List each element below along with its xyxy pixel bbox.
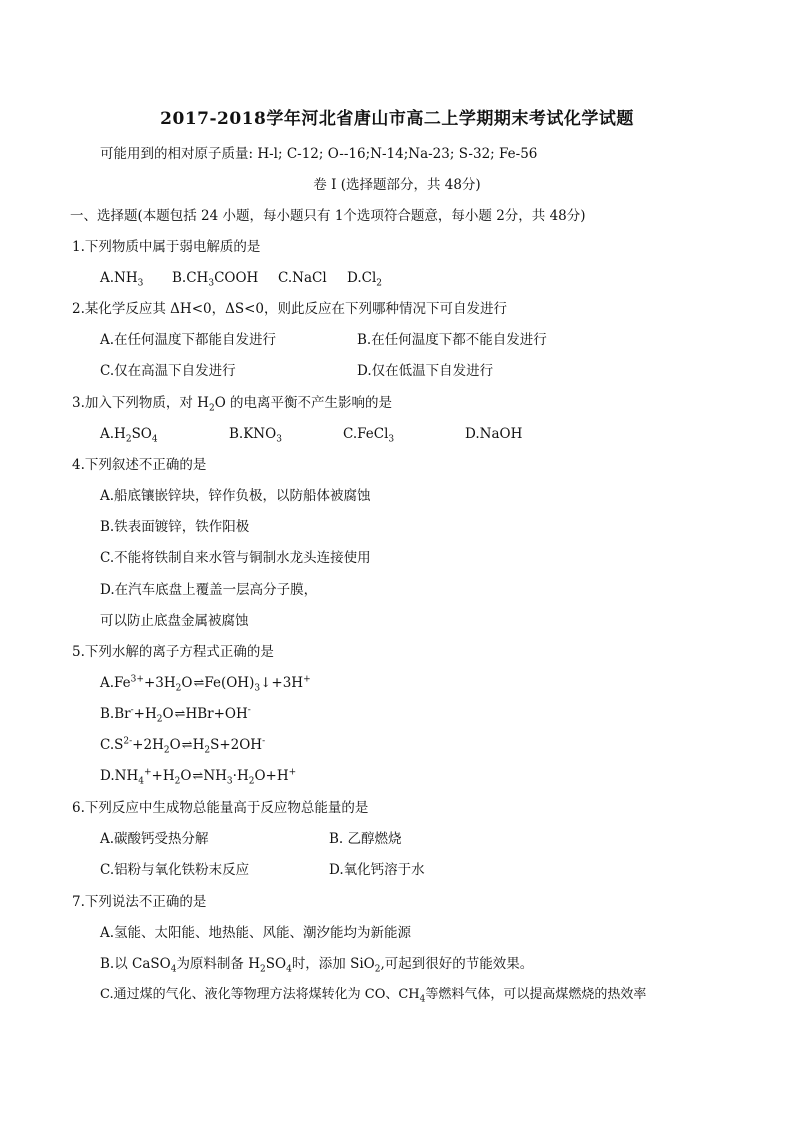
q5-stem: 5.下列水解的离子方程式正确的是 xyxy=(72,644,274,660)
q3-option-c: C.FeCl$_3$ xyxy=(343,426,395,445)
q6-option-c: C.铝粉与氧化铁粉末反应 xyxy=(100,862,250,878)
q6-option-a: A.碳酸钙受热分解 xyxy=(100,831,209,847)
q2-stem: 2.某化学反应其 ΔH<0，ΔS<0，则此反应在下列哪种情况下可自发进行 xyxy=(72,301,507,317)
q3-stem: 3.加入下列物质，对 $H_2O$ 的电离平衡不产生影响的是 xyxy=(72,395,393,414)
q2-option-d: D.仅在低温下自发进行 xyxy=(357,363,494,379)
q2-option-a: A.在任何温度下都能自发进行 xyxy=(100,332,277,348)
q3-option-b: $B.KNO_3$ xyxy=(229,426,282,445)
q7-option-b: B.以 CaSO$_4$为原料制备 $H_2SO_4$时，添加 SiO$_2$,可起到很好的节能效果。 xyxy=(100,956,534,975)
q1-stem: 1.下列物质中属于弱电解质的是 xyxy=(72,239,261,255)
q1-option-d: $D.Cl_2$ xyxy=(347,270,383,289)
q4-option-c: C.不能将铁制自来水管与铜制水龙头连接使用 xyxy=(100,550,371,566)
q6-option-d: D.氧化钙溶于水 xyxy=(329,862,425,878)
volume-title: 卷 I (选择题部分，共 48分) xyxy=(313,177,481,193)
q4-option-d: D.在汽车底盘上覆盖一层高分子膜， xyxy=(100,582,318,598)
equilibrium-arrow-icon: ⇌ xyxy=(181,738,192,753)
q4-option-a: A.船底镶嵌锌块，锌作负极，以防船体被腐蚀 xyxy=(100,488,371,504)
q7-option-c: C.通过煤的气化、液化等物理方法将煤转化为 CO、$CH_4$等燃料气体，可以提高煤燃烧的热效率 xyxy=(100,987,647,1005)
exam-title: 2017-2018学年河北省唐山市高二上学期期末考试化学试题 xyxy=(160,109,634,129)
q6-stem: 6.下列反应中生成物总能量高于反应物总能量的是 xyxy=(72,800,369,816)
q3-option-d: D.NaOH xyxy=(465,426,523,442)
q5-option-c: $C.S^{2-}+2H_2O\rightleftharpoons H_2S+2OH^-$ xyxy=(100,736,266,756)
q6-option-b: B. 乙醇燃烧 xyxy=(329,831,402,847)
q7-option-a: A.氢能、太阳能、地热能、风能、潮汐能均为新能源 xyxy=(100,925,412,941)
q1-option-c: C.NaCl xyxy=(278,270,327,286)
equilibrium-arrow-icon: ⇌ xyxy=(192,769,203,784)
q3-option-a: $A.H_2SO_4$ xyxy=(100,426,158,445)
q2-option-b: B.在任何温度下都不能自发进行 xyxy=(357,332,547,348)
q2-option-c: C.仅在高温下自发进行 xyxy=(100,363,236,379)
q1-option-b: $B.CH_3COOH$ xyxy=(172,270,259,289)
equilibrium-arrow-icon: ⇌ xyxy=(174,707,185,722)
atomic-masses: 可能用到的相对原子质量: H-l; C-12; O--16;N-14;Na-23; S-32; Fe-56 xyxy=(100,146,538,162)
q5-option-a: $A.Fe^{3+}+3H_2O\rightleftharpoons Fe(OH)_3↓+3H^+$ xyxy=(100,674,311,694)
equilibrium-arrow-icon: ⇌ xyxy=(193,676,204,691)
q5-option-d: $D.NH_4^++H_2O\rightleftharpoons NH_3\cdot H_2O+H^+$ xyxy=(100,767,297,787)
q7-stem: 7.下列说法不正确的是 xyxy=(72,894,207,910)
q4-option-d-continued: 可以防止底盘金属被腐蚀 xyxy=(100,613,249,629)
q4-stem: 4.下列叙述不正确的是 xyxy=(72,457,207,473)
q5-option-b: $B.Br^-+H_2O\rightleftharpoons HBr+OH^-$ xyxy=(100,705,251,725)
section-title: 一、选择题(本题包括 24 小题，每小题只有 1个选项符合题意，每小题 2分，共 48分) xyxy=(70,208,586,224)
q4-option-b: B.铁表面镀锌，铁作阳极 xyxy=(100,519,250,535)
q1-option-a: $A.NH_3$ xyxy=(100,270,144,289)
